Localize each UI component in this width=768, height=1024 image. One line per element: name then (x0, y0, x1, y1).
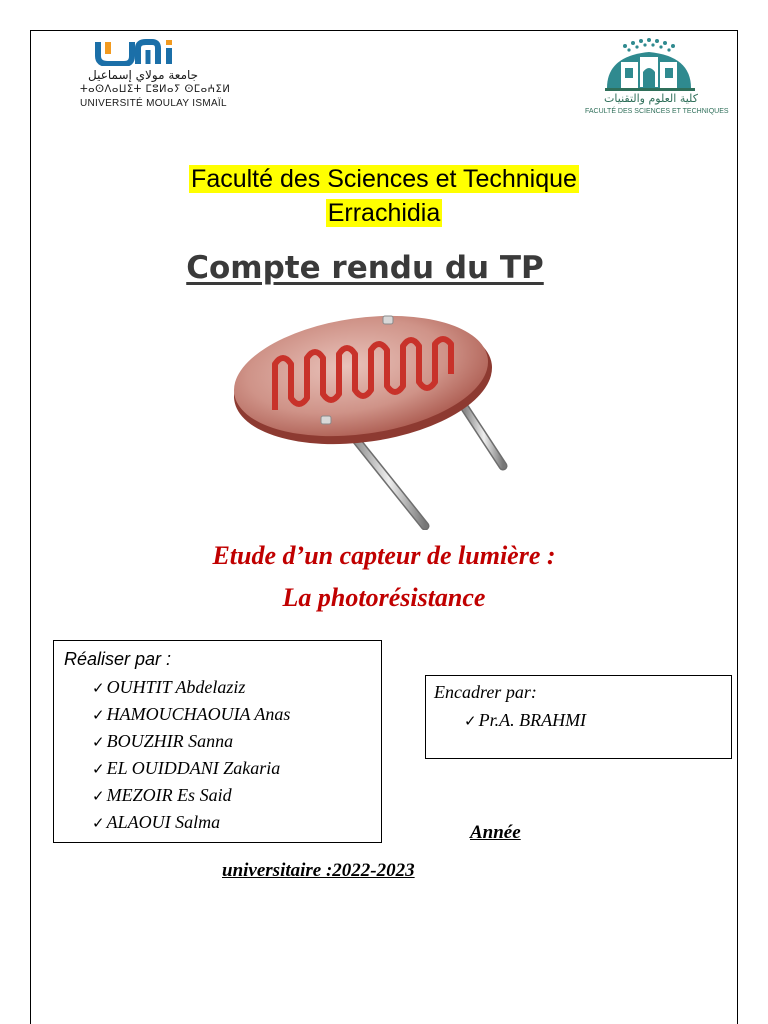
list-item (92, 782, 290, 809)
list-item (92, 809, 290, 836)
author-name: HAMOUCHAOUIA Anas (106, 704, 291, 724)
supervisor-heading: Encadrer par: (434, 682, 537, 702)
authors-box (53, 640, 382, 843)
check-icon: ✓ (92, 733, 105, 751)
supervisor-name-text: Pr.A. BRAHMI (478, 710, 587, 730)
fst-arabic-name: كلية العلوم والتقنيات (604, 92, 698, 105)
supervisor-name (464, 710, 586, 731)
umi-tifinagh-name: ⵜⴰⵙⴷⴰⵡⵉⵜ ⵎⵓⵍⴰⵢ ⵙⵎⴰⵄⵉⵍ (80, 84, 231, 95)
list-item (92, 674, 290, 701)
author-name: BOUZHIR Sanna (106, 731, 234, 751)
academic-year-value: universitaire :2022-2023 (222, 860, 415, 881)
list-item (92, 728, 290, 755)
faculty-name (0, 163, 768, 195)
authors-heading: Réaliser par : (64, 649, 172, 669)
umi-arabic-name: جامعة مولاي إسماعيل (88, 68, 199, 82)
faculty-building-icon (585, 38, 715, 94)
author-name: MEZOIR Es Said (106, 785, 232, 805)
supervisor-box (425, 675, 732, 759)
academic-year-label: Année (470, 822, 521, 843)
author-name: EL OUIDDANI Zakaria (106, 758, 281, 778)
check-icon: ✓ (92, 706, 105, 724)
list-item (92, 701, 290, 728)
faculty-city (0, 197, 768, 229)
check-icon: ✓ (92, 814, 105, 832)
check-icon: ✓ (92, 760, 105, 778)
author-name: OUHTIT Abdelaziz (106, 677, 246, 697)
umi-logo-icon (94, 38, 184, 66)
check-icon: ✓ (92, 787, 105, 805)
authors-list (92, 674, 290, 836)
photoresistor-image (225, 298, 525, 530)
faculty-name-line1: Faculté des Sciences et Technique (191, 165, 577, 193)
fst-latin-name: FACULTÉ DES SCIENCES ET TECHNIQUES (585, 108, 729, 115)
faculty-name-line2: Errachidia (327, 199, 441, 227)
list-item (92, 755, 290, 782)
umi-latin-name: UNIVERSITÉ MOULAY ISMAÏL (80, 98, 227, 109)
report-title: Compte rendu du TP (186, 250, 544, 286)
university-logo (80, 38, 231, 118)
tp-subject-line1: Etude d’un capteur de lumière : (212, 541, 556, 570)
tp-subject-line2: La photorésistance (282, 583, 486, 612)
author-name: ALAOUI Salma (106, 812, 221, 832)
faculty-logo (585, 38, 729, 120)
check-icon: ✓ (92, 679, 105, 697)
check-icon: ✓ (464, 712, 477, 730)
